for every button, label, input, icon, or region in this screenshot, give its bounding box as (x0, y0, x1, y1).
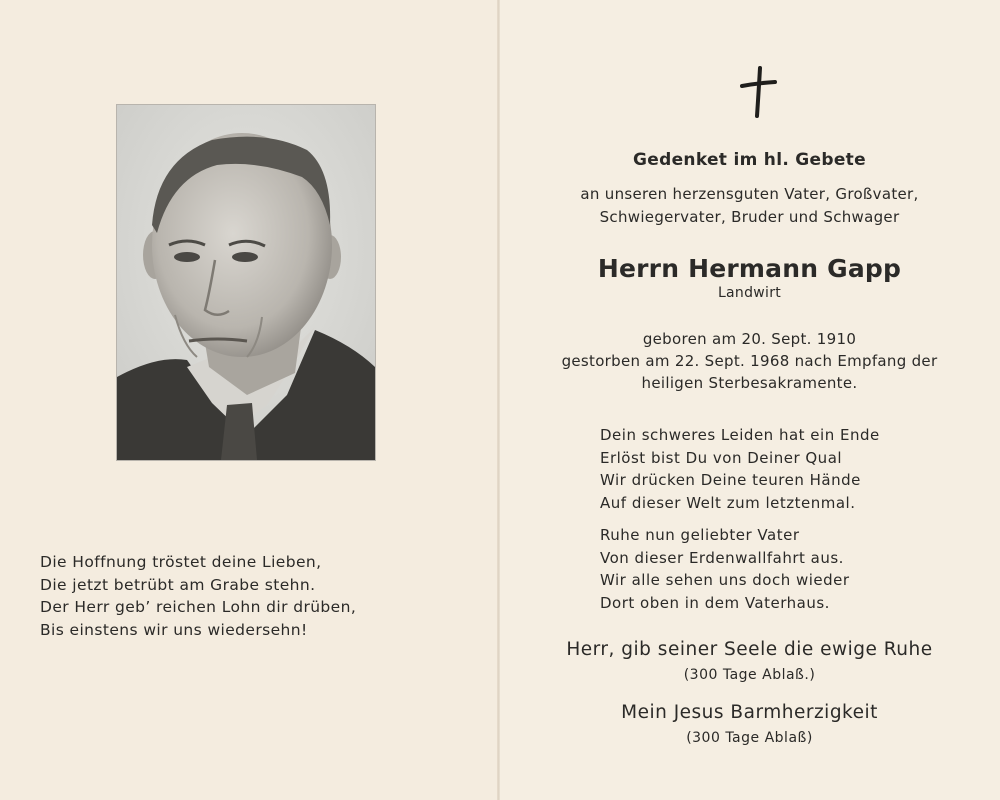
left-poem (40, 551, 480, 641)
indulgence-note: (300 Tage Ablaß) (686, 730, 813, 746)
intro-line: an unseren herzensguten Vater, Großvater, (580, 185, 919, 203)
deceased-name: Herrn Hermann Gapp (597, 254, 902, 283)
date-line: heiligen Sterbesakramente. (641, 374, 858, 392)
date-line: gestorben am 22. Sept. 1968 nach Empfang der (561, 352, 938, 370)
verse-line: Dein schweres Leiden hat ein Ende (600, 426, 880, 444)
left-poem-line: Der Herr geb’ reichen Lohn dir drüben, (40, 598, 357, 616)
occupation: Landwirt (717, 285, 782, 301)
cross-icon (738, 66, 778, 118)
heading: Gedenket im hl. Gebete (633, 150, 866, 170)
indulgence-note: (300 Tage Ablaß.) (683, 667, 816, 683)
verse-line: Wir alle sehen uns doch wieder (600, 571, 850, 589)
date-line: geboren am 20. Sept. 1910 (642, 330, 857, 348)
verse-line: Ruhe nun geliebter Vater (600, 526, 800, 544)
left-poem-line: Die jetzt betrübt am Grabe stehn. (40, 575, 316, 594)
portrait-illustration (117, 105, 375, 460)
intro-line: Schwiegervater, Bruder und Schwager (599, 207, 900, 226)
verse-line: Dort oben in dem Vaterhaus. (600, 593, 830, 612)
verse-1 (600, 424, 880, 514)
verse-line: Erlöst bist Du von Deiner Qual (600, 448, 843, 467)
left-poem-line: Bis einstens wir uns wiedersehn! (40, 620, 308, 639)
intro-text (499, 183, 1000, 228)
verse-line: Auf dieser Welt zum letztenmal. (600, 493, 856, 512)
verse-2 (600, 524, 850, 614)
portrait-photo (116, 104, 376, 461)
prayer-mercy: Mein Jesus Barmherzigkeit (621, 702, 878, 723)
life-dates (499, 328, 1000, 394)
verse-line: Wir drücken Deine teuren Hände (600, 471, 861, 489)
left-poem-line: Die Hoffnung tröstet deine Lieben, (40, 553, 322, 571)
prayer-eternal-rest: Herr, gib seiner Seele die ewige Ruhe (566, 639, 933, 660)
verse-line: Von dieser Erdenwallfahrt aus. (600, 548, 844, 567)
